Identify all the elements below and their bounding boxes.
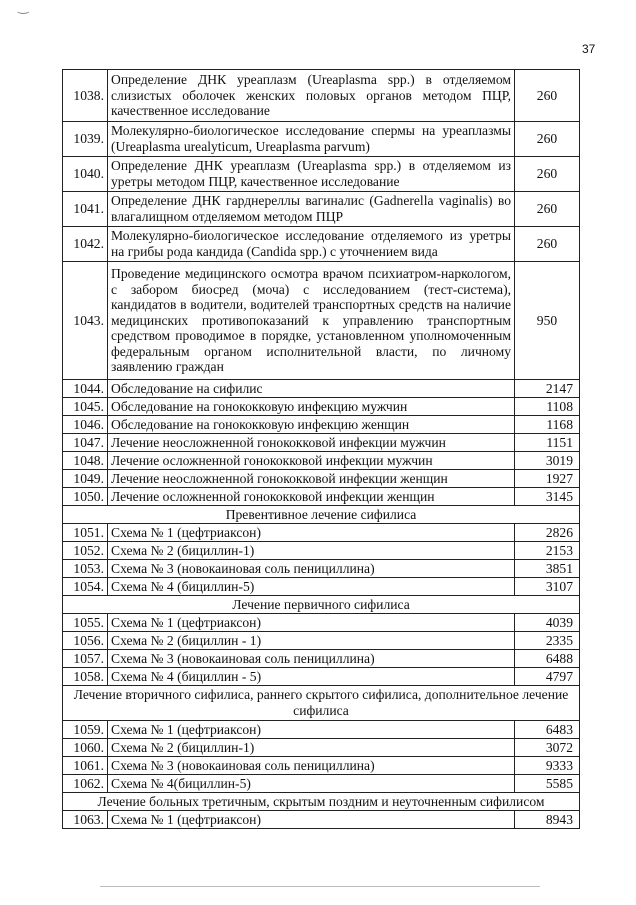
item-price: 1108 xyxy=(515,398,580,416)
item-price: 2826 xyxy=(515,524,580,542)
item-price: 260 xyxy=(515,122,580,157)
item-description: Схема № 1 (цефтриаксон) xyxy=(108,524,515,542)
item-description: Обследование на гонококковую инфекцию мужчин xyxy=(108,398,515,416)
item-description: Схема № 2 (бициллин-1) xyxy=(108,542,515,560)
item-number: 1053. xyxy=(63,560,108,578)
item-price: 260 xyxy=(515,192,580,227)
item-number: 1045. xyxy=(63,398,108,416)
item-description: Определение ДНК уреаплазм (Ureaplasma spp.) в отделяемом из уретры методом ПЦР, качественное исследование xyxy=(108,157,515,192)
item-price: 260 xyxy=(515,227,580,262)
item-number: 1056. xyxy=(63,632,108,650)
item-number: 1052. xyxy=(63,542,108,560)
table-row xyxy=(63,560,580,578)
table-row xyxy=(63,470,580,488)
section-heading: Лечение вторичного сифилиса, раннего скрытого сифилиса, дополнительное лечение сифилиса xyxy=(63,686,580,721)
item-price: 6483 xyxy=(515,721,580,739)
item-description: Схема № 3 (новокаиновая соль пенициллина) xyxy=(108,650,515,668)
section-heading: Превентивное лечение сифилиса xyxy=(63,506,580,524)
item-price: 3851 xyxy=(515,560,580,578)
item-number: 1055. xyxy=(63,614,108,632)
item-price: 1151 xyxy=(515,434,580,452)
item-price: 260 xyxy=(515,70,580,122)
item-price: 8943 xyxy=(515,811,580,829)
item-number: 1058. xyxy=(63,668,108,686)
item-number: 1041. xyxy=(63,192,108,227)
item-price: 2153 xyxy=(515,542,580,560)
table-row xyxy=(63,668,580,686)
item-price: 3019 xyxy=(515,452,580,470)
section-row xyxy=(63,506,580,524)
item-price: 6488 xyxy=(515,650,580,668)
item-price: 4039 xyxy=(515,614,580,632)
item-description: Лечение неосложненной гонококковой инфекции женщин xyxy=(108,470,515,488)
item-description: Молекулярно-биологическое исследование отделяемого из уретры на грибы рода кандида (Candida spp.) с уточнением вида xyxy=(108,227,515,262)
item-number: 1042. xyxy=(63,227,108,262)
item-description: Схема № 1 (цефтриаксон) xyxy=(108,811,515,829)
table-row xyxy=(63,434,580,452)
table-row xyxy=(63,650,580,668)
table-row xyxy=(63,524,580,542)
section-row xyxy=(63,596,580,614)
table-row xyxy=(63,757,580,775)
item-price: 1168 xyxy=(515,416,580,434)
item-description: Схема № 2 (бициллин - 1) xyxy=(108,632,515,650)
item-number: 1059. xyxy=(63,721,108,739)
item-price: 2335 xyxy=(515,632,580,650)
item-price: 5585 xyxy=(515,775,580,793)
corner-mark: ‿ xyxy=(18,0,29,15)
item-number: 1061. xyxy=(63,757,108,775)
price-table xyxy=(62,69,580,829)
price-table-body xyxy=(63,70,580,829)
section-heading: Лечение больных третичным, скрытым поздним и неуточненным сифилисом xyxy=(63,793,580,811)
section-heading: Лечение первичного сифилиса xyxy=(63,596,580,614)
page-number: 37 xyxy=(582,42,596,56)
item-description: Схема № 4 (бициллин-5) xyxy=(108,578,515,596)
table-row xyxy=(63,262,580,380)
item-description: Схема № 3 (новокаиновая соль пенициллина) xyxy=(108,757,515,775)
item-number: 1048. xyxy=(63,452,108,470)
item-description: Схема № 2 (бициллин-1) xyxy=(108,739,515,757)
item-description: Схема № 4(бициллин-5) xyxy=(108,775,515,793)
item-number: 1050. xyxy=(63,488,108,506)
item-price: 260 xyxy=(515,157,580,192)
table-row xyxy=(63,775,580,793)
item-number: 1043. xyxy=(63,262,108,380)
table-row xyxy=(63,398,580,416)
table-row xyxy=(63,416,580,434)
table-row xyxy=(63,578,580,596)
item-price: 2147 xyxy=(515,380,580,398)
item-price: 4797 xyxy=(515,668,580,686)
item-description: Обследование на сифилис xyxy=(108,380,515,398)
item-number: 1044. xyxy=(63,380,108,398)
table-row xyxy=(63,70,580,122)
table-row xyxy=(63,739,580,757)
item-description: Схема № 1 (цефтриаксон) xyxy=(108,614,515,632)
item-number: 1054. xyxy=(63,578,108,596)
item-description: Схема № 3 (новокаиновая соль пенициллина) xyxy=(108,560,515,578)
table-row xyxy=(63,227,580,262)
section-row xyxy=(63,686,580,721)
item-description: Лечение осложненной гонококковой инфекции женщин xyxy=(108,488,515,506)
item-number: 1038. xyxy=(63,70,108,122)
item-description: Лечение осложненной гонококковой инфекции мужчин xyxy=(108,452,515,470)
item-description: Молекулярно-биологическое исследование спермы на уреаплазмы (Ureaplasma urealyticum, Ureaplasma parvum) xyxy=(108,122,515,157)
item-number: 1047. xyxy=(63,434,108,452)
item-number: 1051. xyxy=(63,524,108,542)
table-row xyxy=(63,614,580,632)
table-row xyxy=(63,721,580,739)
table-row xyxy=(63,380,580,398)
item-number: 1057. xyxy=(63,650,108,668)
item-number: 1060. xyxy=(63,739,108,757)
item-price: 1927 xyxy=(515,470,580,488)
item-description: Определение ДНК уреаплазм (Ureaplasma spp.) в отделяемом слизистых оболочек женских половых органов методом ПЦР, качественное исследование xyxy=(108,70,515,122)
item-number: 1063. xyxy=(63,811,108,829)
table-row xyxy=(63,122,580,157)
table-row xyxy=(63,632,580,650)
item-description: Обследование на гонококковую инфекцию женщин xyxy=(108,416,515,434)
item-number: 1039. xyxy=(63,122,108,157)
table-row xyxy=(63,811,580,829)
item-description: Определение ДНК гарднереллы вагиналис (Gadnerella vaginalis) во влагалищном отделяемом методом ПЦР xyxy=(108,192,515,227)
item-price: 9333 xyxy=(515,757,580,775)
item-number: 1040. xyxy=(63,157,108,192)
item-price: 3145 xyxy=(515,488,580,506)
item-number: 1046. xyxy=(63,416,108,434)
item-number: 1049. xyxy=(63,470,108,488)
bottom-rule xyxy=(100,886,540,887)
table-row xyxy=(63,488,580,506)
table-row xyxy=(63,192,580,227)
table-row xyxy=(63,542,580,560)
item-description: Лечение неосложненной гонококковой инфекции мужчин xyxy=(108,434,515,452)
item-description: Проведение медицинского осмотра врачом психиатром-наркологом, с забором биосред (моча) с исследованием (тест-система), кандидатов в водители, водителей транспортных средств на наличие медицинских противопоказаний к управлению транспортным средством проводимое в порядке, установленном уполномоченным федеральным органом исполнительной власти, по личному заявлению граждан xyxy=(108,262,515,380)
table-row xyxy=(63,452,580,470)
item-price: 950 xyxy=(515,262,580,380)
item-price: 3107 xyxy=(515,578,580,596)
item-price: 3072 xyxy=(515,739,580,757)
item-description: Схема № 1 (цефтриаксон) xyxy=(108,721,515,739)
item-description: Схема № 4 (бициллин - 5) xyxy=(108,668,515,686)
table-row xyxy=(63,157,580,192)
section-row xyxy=(63,793,580,811)
item-number: 1062. xyxy=(63,775,108,793)
